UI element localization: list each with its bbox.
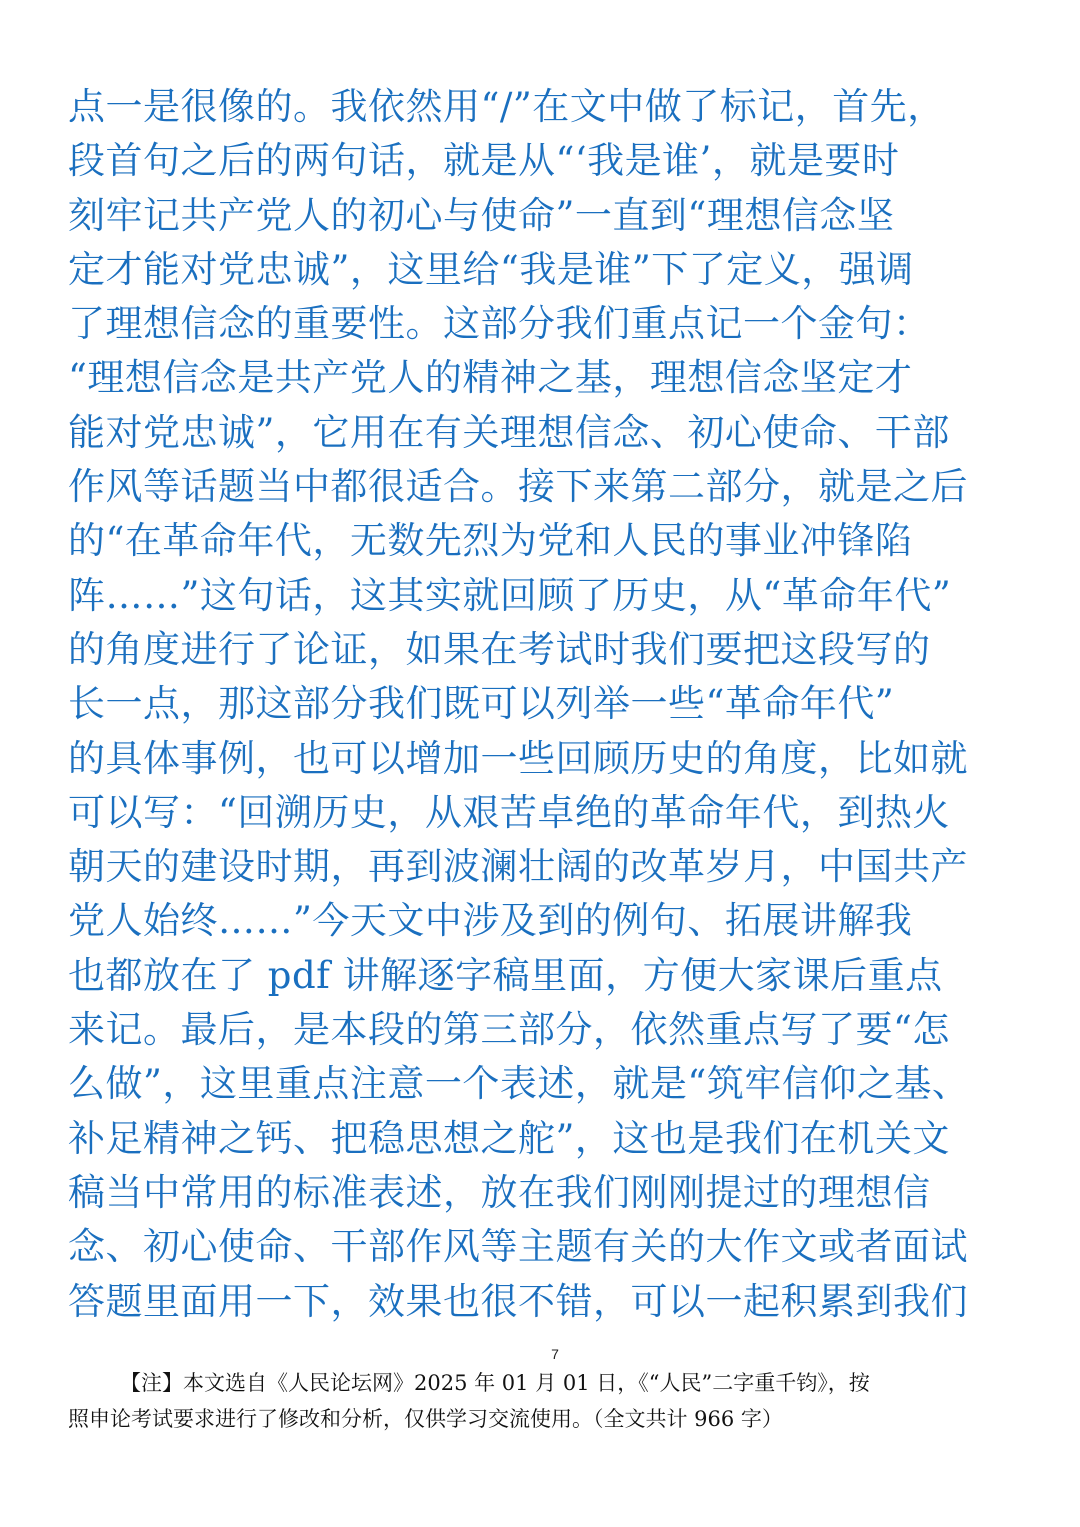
body-line: 的角度进行了论证，如果在考试时我们要把这段写的	[68, 627, 931, 671]
body-line: 长一点，那这部分我们既可以列举一些“革命年代”	[68, 682, 895, 726]
source-note	[68, 1365, 1028, 1437]
body-paragraph	[68, 80, 1018, 1329]
body-line: 么做”，这里重点注意一个表述，就是“筑牢信仰之基、	[68, 1062, 970, 1106]
body-line: 补足精神之钙、把稳思想之舵”，这也是我们在机关文	[68, 1116, 950, 1160]
body-line: 点一是很像的。我依然用“/”在文中做了标记，首先，	[68, 85, 945, 128]
body-line: 阵……”这句话，这其实就回顾了历史，从“革命年代”	[68, 573, 952, 617]
body-line: “理想信念是共产党人的精神之基，理想信念坚定才	[68, 356, 913, 400]
body-line: 也都放在了 pdf 讲解逐字稿里面，方便大家课后重点	[68, 953, 943, 997]
page-number: 7	[551, 1346, 559, 1362]
source-note-line: 【注】本文选自《人民论坛网》2025 年 01 月 01 日，《“人民”二字重千钧》，按	[120, 1371, 870, 1395]
body-line: 定才能对党忠诚”，这里给“我是谁”下了定义，强调	[68, 247, 914, 291]
body-line: 稿当中常用的标准表述，放在我们刚刚提过的理想信	[68, 1170, 931, 1214]
body-line: 念、初心使命、干部作风等主题有关的大作文或者面试	[68, 1225, 968, 1269]
body-line: 作风等话题当中都很适合。接下来第二部分，就是之后	[68, 465, 968, 509]
body-line: 朝天的建设时期，再到波澜壮阔的改革岁月，中国共产	[68, 845, 968, 889]
body-line: 段首句之后的两句话，就是从“‘我是谁’，就是要时	[68, 139, 900, 183]
body-line: 来记。最后，是本段的第三部分，依然重点写了要“怎	[68, 1008, 950, 1052]
body-line: 刻牢记共产党人的初心与使命”一直到“理想信念坚	[68, 193, 895, 237]
body-line: 的“在革命年代，无数先烈为党和人民的事业冲锋陷	[68, 519, 913, 563]
body-line: 可以写：“回溯历史，从艰苦卓绝的革命年代，到热火	[68, 790, 950, 834]
body-line: 了理想信念的重要性。这部分我们重点记一个金句：	[68, 302, 931, 346]
body-line: 答题里面用一下，效果也很不错，可以一起积累到我们	[68, 1279, 968, 1323]
body-line: 党人始终……”今天文中涉及到的例句、拓展讲解我	[68, 899, 913, 943]
body-line: 能对党忠诚”，它用在有关理想信念、初心使命、干部	[68, 410, 950, 454]
body-line: 的具体事例，也可以增加一些回顾历史的角度，比如就	[68, 736, 968, 780]
source-note-line: 照申论考试要求进行了修改和分析，仅供学习交流使用。（全文共计 966 字）	[68, 1407, 783, 1431]
